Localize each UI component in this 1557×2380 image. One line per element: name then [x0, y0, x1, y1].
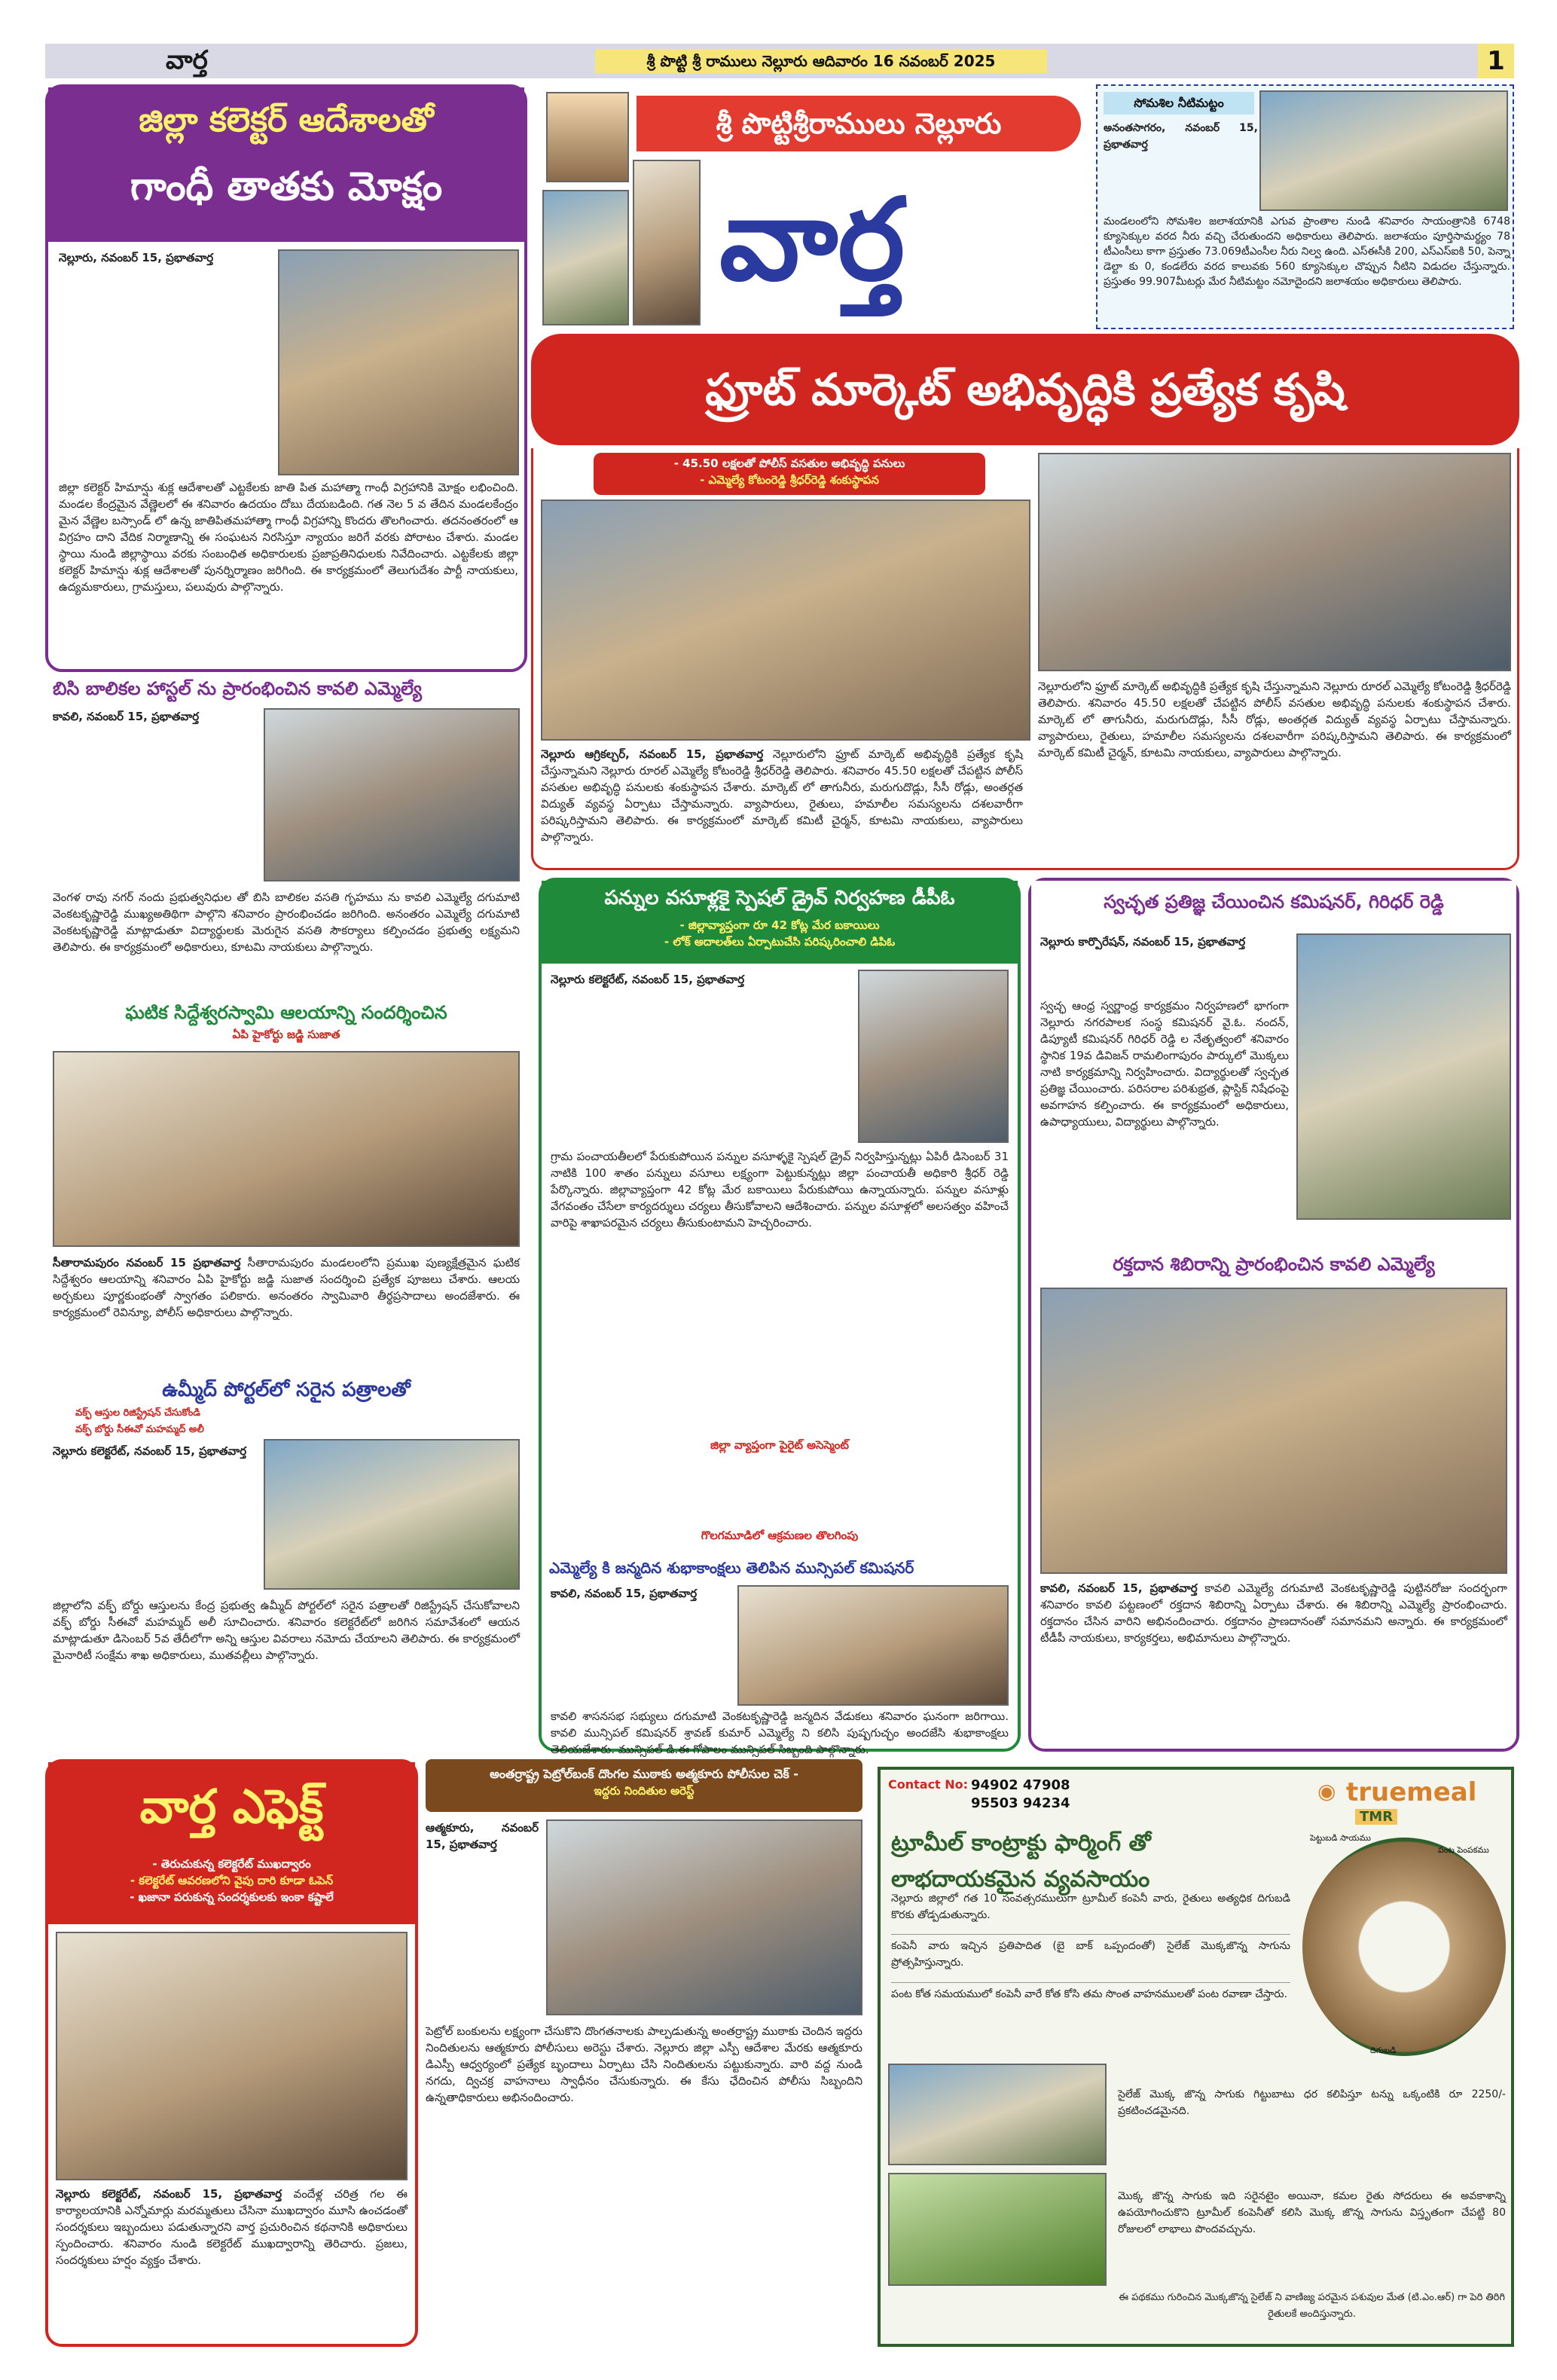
dateline: నెల్లూరు కలెక్టరేట్, నవంబర్ 15, ప్రభాతవార్త: [551, 973, 745, 986]
dateline: నెల్లూరు కార్పొరేషన్, నవంబర్ 15, ప్రభాతవార్త: [1040, 935, 1246, 949]
dateline: కావలి, నవంబర్ 15, ప్రభాతవార్త: [551, 1587, 698, 1600]
section-label: సోమశిల నీటిమట్టం: [1104, 92, 1254, 115]
article-text: వందేళ్ల చరిత్ర గల ఈ కార్యాలయానికి ఎన్నోమార్లు మరమ్మతులు చేసినా ముఖద్వారం మూసి ఉంచడంతో సందర్శకులు ఇబ్బందులు పడుతున్నారని వార్త ప్రచురించిన కథనానికి అధికారులు స్పందించారు. శనివారం నుండి కలెక్టరేట్ ముఖద్వారాన్ని తెరిచారు. ప్రజలు, సందర్శకులు హర్షం వ్యక్తం చేశారు.: [56, 2187, 408, 2267]
headline: ఘటిక సిద్దేశ్వరస్వామి ఆలయాన్ని సందర్శించిన: [125, 1002, 447, 1023]
tax-drive-panel: [539, 878, 1021, 1756]
ad-title-line: లాభదాయకమైన వ్యవసాయం: [891, 1866, 1150, 1893]
police-check-story: [426, 1759, 862, 2347]
mla-press-photo: [1038, 453, 1511, 671]
article-body: [53, 1254, 520, 1375]
foundation-stone-photo: [541, 500, 1030, 741]
diagram-label: దిగుబడి: [1370, 2045, 1397, 2055]
article-body: నెల్లూరులోని ఫ్రూట్ మార్కెట్ అభివృద్ధికి ప్రత్యేక కృషి చేస్తున్నామని నెల్లూరు రూరల్ ఎమ్మెల్యే కోటంరెడ్డి శ్రీధర్‌రెడ్డి తెలిపారు. శనివారం 45.50 లక్షలతో చేపట్టిన పోలీస్ వసతుల అభివృద్ధి పనులకు శంకుస్థాపన చేశారు. మార్కెట్ లో తాగునీరు, మరుగుదొడ్లు, సీసీ రోడ్లు, అంతర్గత విద్యుత్ వ్యవస్థ ఏర్పాటు చేస్తామన్నారు. వ్యాపారులు, రైతులు, హమాలీల సమస్యలను దశలవారీగా పరిష్కరిస్తామని తెలిపారు. ఈ కార్యక్రమంలో మార్కెట్ కమిటీ చైర్మన్, కూటమి నాయకులు, వ్యాపారులు పాల్గొన్నారు.: [1038, 680, 1511, 759]
diagram-label: పంట పెంపకము: [1438, 1845, 1489, 1855]
caption-box: [594, 453, 985, 495]
ad-footer: ఈ పథకము గురించిన మొక్కజొన్న సైలేజ్ ని వాణిజ్య పరమైన పశువుల మేత (టి.ఎం.ఆర్) గా పెరి తిరిగి రైతులకే అందిస్తున్నారు.: [1119, 2292, 1505, 2320]
subhead: - జిల్లావ్యాప్తంగా రూ 42 కోట్ల మేర బకాయిలు: [679, 918, 880, 932]
headline: అంతర్రాష్ట్ర పెట్రోల్‌బంక్ దొంగల ముఠాకు అత్మకూరు పోలీసుల చెక్ -: [490, 1767, 798, 1781]
headline: ఉమ్మీద్ పోర్టల్‌లో సరైన పత్రాలతో: [162, 1379, 411, 1401]
ad-title-line: ట్రూమీల్ కాంట్రాక్టు ఫార్మింగ్ తో: [891, 1830, 1151, 1856]
maize-field-photo: [888, 2173, 1107, 2286]
dateline: నెల్లూరు కలెక్టరేట్, నవంబర్ 15, ప్రభాతవార్త: [53, 1444, 247, 1458]
phone-2[interactable]: 95503 94234: [971, 1795, 1070, 1811]
dateline: ఆత్మకూరు, నవంబర్ 15, ప్రభాతవార్త: [426, 1821, 539, 1851]
inner-heading: గొలగమూడిలో ఆక్రమణల తొలగింపు: [701, 1529, 859, 1542]
dateline: నెల్లూరు కలెక్టరేట్, నవంబర్ 15, ప్రభాతవార్త: [56, 2187, 282, 2201]
police-header: [426, 1759, 862, 1812]
headline: గాంధీ తాతకు మోక్షం: [130, 164, 443, 209]
article-body: గ్రామ పంచాయతీలలో పేరుకుపోయిన పన్నుల వసూళ్ళకై స్పెషల్ డ్రైవ్ నిర్వహిస్తున్నట్లు ఏపిరీ డిసెంబర్ 31 నాటికి 100 శాతం పన్నులు వసూలు లక్ష్యంగా పెట్టుకున్నట్లు జిల్లా పంచాయతీ అధికారి శ్రీధర్ రెడ్డి పేర్కొన్నారు. జిల్లావ్యాప్తంగా 42 కోట్ల మేర బకాయిలు పేరుకుపోయి ఉన్నాయన్నారు. పన్నుల వసూళ్లు వేగవంతం చేసేలా కార్యదర్శులు చర్యలు తీసుకోవాలని ఆదేశించారు. పన్నుల వసూళ్లలో అలసత్వం వహించే వారిపై శాఖాపరమైన చర్యలు తీసుకుంటామని హెచ్చరించారు.: [551, 1150, 1009, 1230]
masthead: [539, 84, 1088, 328]
ad-point: నెల్లూరు జిల్లాలో గత 10 సంవత్సరములుగా ట్రూమీల్ కంపెనీ వారు, రైతులు అత్యధిక దిగుబడి కొరకు తోడ్పడుతున్నారు.: [891, 1893, 1290, 1921]
waqf-story: [45, 1379, 527, 1755]
waqf-meeting-photo: [264, 1439, 520, 1590]
gandhi-statue-photo: [278, 249, 519, 475]
article-body: జిల్లాలోని వక్ఫ్ బోర్డు ఆస్తులను కేంద్ర ప్రభుత్వ ఉమ్మీద్ పోర్టల్‌లో సరైన పత్రాలతో రిజిస్ట్రేషన్ చేసుకోవాలని వక్ఫ్ బోర్డు సీఈవో మహమ్మద్ అలీ సూచించారు. శనివారం కలెక్టరేట్‌లో జరిగిన సమావేశంలో ఆయన మాట్లాడుతూ డిసెంబర్ 5వ తేదీలోగా అన్ని ఆస్తుల వివరాలు నమోదు చేయాలని తెలిపారు. ఈ కార్యక్రమంలో మైనారిటీ సంక్షేమ శాఖ అధికారులు, ముతవల్లీలు పాల్గొన్నారు.: [53, 1599, 520, 1662]
temple-tower-photo: [633, 160, 701, 325]
vaartha-effect-header: [48, 1762, 415, 1924]
inner-heading: జిల్లా వ్యాప్తంగా పైరైట్ అసెస్మెంట్: [710, 1438, 849, 1452]
hostel-story: [45, 678, 527, 994]
headline: పన్నుల వసూళ్లకై స్పెషల్ డ్రైవ్ నిర్వహణ డీపీఓ: [604, 887, 955, 909]
article-text: సీతారామపురం మండలంలోని ప్రముఖ పుణ్యక్షేత్రమైన ఘటిక సిద్దేశ్వరం ఆలయాన్ని శనివారం ఏపి హైకోర్టు జడ్జి సుజాత సందర్శించి ప్రత్యేక పూజలు చేశారు. ఆలయ అర్చకులు పూర్ణకుంభంతో స్వాగతం పలికారు. అనంతరం స్వామివారి తీర్థప్రసాదాలు అందజేశారు. ఈ కార్యక్రమంలో రెవిన్యూ, పోలీస్ అధికారులు పాల్గొన్నారు.: [53, 1256, 520, 1319]
swachh-story-panel: [1028, 878, 1519, 1752]
fruit-market-story: [531, 448, 1519, 870]
phone-1[interactable]: 94902 47908: [971, 1777, 1070, 1793]
cow-icon: ◉: [1317, 1779, 1336, 1804]
vaartha-effect-panel: [45, 1759, 418, 2347]
cycle-diagram: [1302, 1833, 1506, 2056]
top-bar: [45, 44, 1514, 78]
article-body: కావలి శాసనసభ సభ్యులు దగుమాటి వెంకటకృష్ణారెడ్డి జన్మదిన వేడుకలు శనివారం ఘనంగా జరిగాయి. కావలి మున్సిపల్ కమిషనర్ శ్రావణ్ కుమార్ ఎమ్మెల్యే ని కలిసి పుష్పగుచ్ఛం అందజేసి శుభాకాంక్షలు తెలియజేశారు. మున్సిపల్ డి.ఈ గోపాలం మున్సిపల్ సిబ్బంది పాల్గొన్నారు.: [551, 1709, 1009, 1756]
temple-visit-photo: [53, 1051, 520, 1247]
hostel-opening-photo: [264, 708, 520, 881]
subhead: - ఖజానా పరుకున్న సందర్శకులకు ఇంకా కష్టాలే: [130, 1890, 334, 1904]
page-number: 1: [1478, 44, 1514, 78]
headline: రక్తదాన శిబిరాన్ని ప్రారంభించిన కావలి ఎమ్మెల్యే: [1113, 1254, 1435, 1275]
bridge-photo: [542, 190, 629, 325]
article-body: [1040, 1580, 1507, 1749]
swachh-pledge-photo: [1296, 933, 1511, 1220]
truemeal-ad: [878, 1767, 1514, 2347]
contact-label: Contact No:: [888, 1777, 969, 1792]
collector-story-panel: [45, 84, 527, 672]
dateline: కావలి, నవంబర్ 15, ప్రభాతవార్త: [1040, 1581, 1198, 1595]
caption: - 45.50 లక్షలతో పోలీస్ వసతుల అభివృద్ధి పనులు: [673, 457, 905, 470]
ad-point: సైలేజ్ మొక్క జొన్న సాగుకు గిట్టుబాటు ధర కలిపిస్తూ టన్ను ఒక్కంటికి రూ 2250/- ప్రకటించడమైనది.: [1118, 2088, 1506, 2117]
headline: స్వచ్ఛత ప్రతిజ్ఞ చేయించిన కమిషనర్, గిరిధర్ రెడ్డి: [1104, 891, 1444, 912]
dateline: సీతారామపురం నవంబర్ 15 ప్రభాతవార్త: [53, 1256, 241, 1269]
brand-sub: TMR: [1355, 1809, 1397, 1825]
ad-point: పంట కోత సమయములో కంపెనీ వారే కోత కోసి తమ సొంత వాహనములతో పంట రవాణా చేస్తారు.: [891, 1982, 1290, 2020]
dateline: అనంతసాగరం, నవంబర్ 15, ప్రభాతవార్త: [1104, 122, 1258, 151]
subhead: వక్ఫ్ బోర్డు సీఈవో మహమ్మద్ అలీ: [75, 1424, 204, 1435]
police-press-meet-photo: [546, 1819, 862, 2015]
dateline: నెల్లూరు ఆగ్రికల్చర్, నవంబర్ 15, ప్రభాతవార్త: [541, 747, 764, 761]
subhead: ఏపి హైకోర్టు జడ్జి సుజాత: [232, 1028, 340, 1041]
article-body: [56, 2186, 408, 2344]
harvester-photo: [888, 2064, 1107, 2165]
dateline: నెల్లూరు, నవంబర్ 15, ప్రభాతవార్త: [59, 251, 214, 264]
headline: బిసి బాలికల హాస్టల్ ను ప్రారంభించిన కావలి ఎమ్మెల్యే: [53, 678, 423, 699]
article-body: [541, 746, 1023, 866]
article-text: కావలి ఎమ్మెల్యే దగుమాటి వెంకటకృష్ణారెడ్డి పుట్టినరోజు సందర్భంగా శనివారం కావలి పట్టణంలో రక్తదాన శిబిరాన్ని ఏర్పాటు చేశారు. ఈ శిబిరాన్ని ఎమ్మెల్యే ప్రారంభించారు. రక్తదానం చేసిన వారిని అభినందించారు. రక్తదానం ప్రాణదానంతో సమానమని అన్నారు. ఈ కార్యక్రమంలో టీడీపీ నాయకులు, కార్యకర్తలు, అభిమానులు పాల్గొన్నారు.: [1040, 1581, 1507, 1645]
dateline: కావలి, నవంబర్ 15, ప్రభాతవార్త: [53, 710, 200, 723]
headline: జిల్లా కలెక్టర్ ఆదేశాలతో: [139, 101, 434, 139]
founder-portrait: [546, 92, 629, 182]
article-body: [1104, 120, 1258, 210]
article-body: [426, 1819, 539, 2015]
somasila-box: [1096, 84, 1514, 329]
masthead-logo: వార్త: [719, 173, 905, 306]
ad-point: కంపెనీ వారు ఇచ్చిన ప్రతిపాదిత (బై బాక్ ఒప్పందంతో) సైలేజ్ మొక్కజొన్న సాగును ప్రోత్సహిస్తున్నారు.: [891, 1934, 1290, 1972]
blood-donation-photo: [1040, 1288, 1507, 1574]
collectorate-gate-photo: [56, 1932, 408, 2180]
edition-dateline: శ్రీ పొట్టి శ్రీ రాములు నెల్లూరు ఆదివారం 16 నవంబర్ 2025: [595, 49, 1047, 73]
article-body: [53, 708, 256, 881]
subhead: - తెరుచుకున్న కలెక్టరేట్ ముఖద్వారం: [152, 1857, 311, 1871]
headline: ఎమ్మెల్యే కి జన్మదిన శుభాకాంక్షలు తెలిపిన మున్సిపల్ కమిషనర్: [549, 1559, 914, 1577]
article-body: వెంగళ రావు నగర్ నందు ప్రభుత్వనిధుల తో బిసి బాలికల వసతి గృహము ను కావలి ఎమ్మెల్యే దగుమాటి వెంకటకృష్ణారెడ్డి ముఖ్యఅతిథిగా పాల్గొని శనివారం ప్రారంభించడం జరిగింది. అనంతరం ఎమ్మెల్యే దగుమాటి వెంకటకృష్ణారెడ్డి మాట్లాడుతూ విద్యార్థులకు మెరుగైన వసతి సౌకర్యాలు కల్పించడం ప్రభుత్వ లక్ష్యమని తెలిపారు. ఈ కార్యక్రమంలో అధికారులు, కూటమి నాయకులు పాల్గొన్నారు.: [53, 891, 520, 954]
article-body: జిల్లా కలెక్టర్ హిమాన్షు శుక్ల ఆదేశాలతో ఎట్టకేలకు జాతి పిత మహాత్మా గాంధీ విగ్రహానికి మోక్షం లభించింది. మండల కేంద్రమైన వేణ్ణెలలో ఈ శనివారం ఉదయం దోబు దేయబడింది. గత నెల 5 వ తేదిన మండలకేంద్రం మైన వేణ్ణెల బస్సాండ్ లో ఉన్న జాతిపితమహాత్మా గాంధీ విగ్రహాన్ని కొందరు తొలగించారు. తదనంతరంలో ఆ విగ్రహం దాని వేదిక నిర్మాణాన్ని ఈ సంఘటన నిరసిస్తూ న్యాయం జరిగే వరకు పోరాటం చేశారు. మండల స్థాయి నుండి జిల్లాస్థాయి వరకు సంబంధిత అధికారులకు ప్రజాప్రతినిధులకు నివేదించారు. ఎట్టకేలకు జిల్లా కలెక్టర్ హిమాన్షు శుక్ల ఆదేశాలతో పునర్నిర్మాణం జరిగింది. ఈ కార్యక్రమంలో తెలుగుదేశం పార్టీ నాయకులు, ఉద్యమకారులు, గ్రామస్తులు, పలువురు పాల్గొన్నారు.: [59, 481, 518, 594]
subhead: ఇద్దరు నిందితుల అరెస్ట్: [594, 1784, 695, 1798]
collector-story-header: [48, 87, 524, 242]
masthead-city-bar: శ్రీ పొట్టిశ్రీరాములు నెల్లూరు: [637, 96, 1081, 151]
subhead: - కలెక్టరేట్ ఆవరణలోని వైపు దారి కూడా ఓపెన్: [130, 1874, 334, 1887]
birthday-wishes-photo: [737, 1585, 1009, 1706]
caption: - ఎమ్మెల్యే కోటంరెడ్డి శ్రీధర్‌రెడ్డి శంకుస్థాపన: [700, 473, 879, 487]
article-body: [551, 971, 852, 1092]
article-body: [59, 249, 271, 475]
headline: వార్త ఎఫెక్ట్: [139, 1779, 324, 1834]
article-body: పెట్రోల్ బంకులను లక్ష్యంగా చేసుకొని దొంగతనాలకు పాల్పడుతున్న అంతర్రాష్ట్ర ముఠాకు చెందిన ఇద్దరు నిందితులను ఆత్మకూరు పోలీసులు అరెస్టు చేశారు. నెల్లూరు జిల్లా ఎస్పీ ఆదేశాల మేరకు ఆత్మకూరు డిఎస్పీ ఆధ్వర్యంలో ప్రత్యేక బృందాలు ఏర్పాటు చేసి నిందితులను పట్టుకున్నారు. వారి వద్ద నుండి నగదు, ద్విచక్ర వాహనాలు స్వాధీనం చేసుకున్నారు. ఈ కేసు ఛేదించిన పోలీసు సిబ్బందిని ఉన్నతాధికారులు అభినందించారు.: [426, 2024, 862, 2104]
dpo-portrait: [858, 970, 1009, 1143]
contact-box: [888, 1777, 1137, 1822]
diagram-label: పెట్టుబడి సాయము: [1310, 1833, 1371, 1843]
brand-name: truemeal: [1346, 1777, 1477, 1807]
subhead: - లోక్ అదాలత్‌లు ఏర్పాటుచేసి పరిష్కరించాలి డిపిఓ: [664, 935, 896, 949]
article-body: [1040, 933, 1289, 994]
temple-story: [45, 1002, 527, 1379]
truemeal-logo: [1317, 1776, 1506, 1829]
article-body: [551, 1585, 731, 1698]
article-body: మండలంలోని సోమశిల జలాశయానికి ఎగువ ప్రాంతాల నుండి శనివారం సాయంత్రానికి 6748 క్యూసెక్కుల వరద నీరు వచ్చి చేరుతుందని అధికారులు తెలిపారు. జలాశయం పూర్తిసామర్థ్యం 78 టీఎంసీలు కాగా ప్రస్తుతం 73.069టీఎంసీల నీరు నిల్వ ఉంది. ఎస్ఈసీకి 200, ఎస్ఎస్ఐకి 50, పెన్నా డెల్టా కు 0, కండలేరు వరద కాలువకు 560 క్యూసెక్కుల చొప్పున నీటిని విడుదల చేస్తున్నారు. ప్రస్తుతం 99.907మీటర్లు మేర నీటిమట్టం నమోదైందని జలాశయం అధికారులు తెలిపారు.: [1104, 215, 1510, 288]
ad-title: [891, 1830, 1283, 1898]
newspaper-logo-small: వార్త: [166, 45, 208, 75]
article-body: [53, 1443, 256, 1548]
fruit-market-banner: ఫ్రూట్ మార్కెట్ అభివృద్ధికి ప్రత్యేక కృషి: [531, 334, 1519, 445]
article-body: స్వచ్ఛ ఆంధ్ర స్వర్ణాంధ్ర కార్యక్రమం నిర్వహణలో భాగంగా నెల్లూరు నగరపాలక సంస్థ కమిషనర్ వై.ఓ. నందన్, డిప్యూటీ కమిషనర్ గిరిధర్ రెడ్డి ల నేతృత్వంలో శనివారం స్థానిక 19వ డివిజన్ రామలింగాపురం పార్కులో మొక్కలు నాటి కార్యక్రమాన్ని నిర్వహించారు. విద్యార్థులతో స్వచ్ఛత ప్రతిజ్ఞ చేయించారు. పరిసరాల పరిశుభ్రత, ప్లాస్టిక్ నిషేధంపై అవగాహన కల్పించారు. ఈ కార్యక్రమంలో అధికారులు, ఉపాధ్యాయులు, విద్యార్థులు పాల్గొన్నారు.: [1040, 999, 1289, 1129]
tax-drive-header: [542, 881, 1018, 964]
article-text: నెల్లూరులోని ఫ్రూట్ మార్కెట్ అభివృద్ధికి ప్రత్యేక కృషి చేస్తున్నామని నెల్లూరు రూరల్ ఎమ్మెల్యే కోటంరెడ్డి శ్రీధర్‌రెడ్డి తెలిపారు. శనివారం 45.50 లక్షలతో చేపట్టిన పోలీస్ వసతుల అభివృద్ధి పనులకు శంకుస్థాపన చేశారు. మార్కెట్ లో తాగునీరు, మరుగుదొడ్లు, సీసీ రోడ్లు, అంతర్గత విద్యుత్ వ్యవస్థ ఏర్పాటు చేస్తామన్నారు. వ్యాపారులు, రైతులు, హమాలీల సమస్యలను దశలవారీగా పరిష్కరిస్తామని తెలిపారు. ఈ కార్యక్రమంలో మార్కెట్ కమిటీ చైర్మన్, కూటమి నాయకులు, వ్యాపారులు పాల్గొన్నారు.: [541, 747, 1023, 844]
subhead: వక్ఫ్ ఆస్తుల రిజిస్ట్రేషన్ చేసుకోండి: [75, 1407, 201, 1419]
somasila-dam-photo: [1259, 90, 1508, 211]
ad-point: మొక్క జొన్న సాగుకు ఇది సరైనటైం అయినా, కమల రైతు సోదరులు ఈ అవకాశాన్ని ఉపయోగించుకొని ట్రూమీల్ కంపెనీతో కలిసి మొక్క జొన్న సాగును విస్తృతంగా చేపట్టి 80 రోజులలో లాభాలు పొందవచ్చును.: [1118, 2190, 1506, 2235]
swachh-header: [1031, 881, 1516, 926]
